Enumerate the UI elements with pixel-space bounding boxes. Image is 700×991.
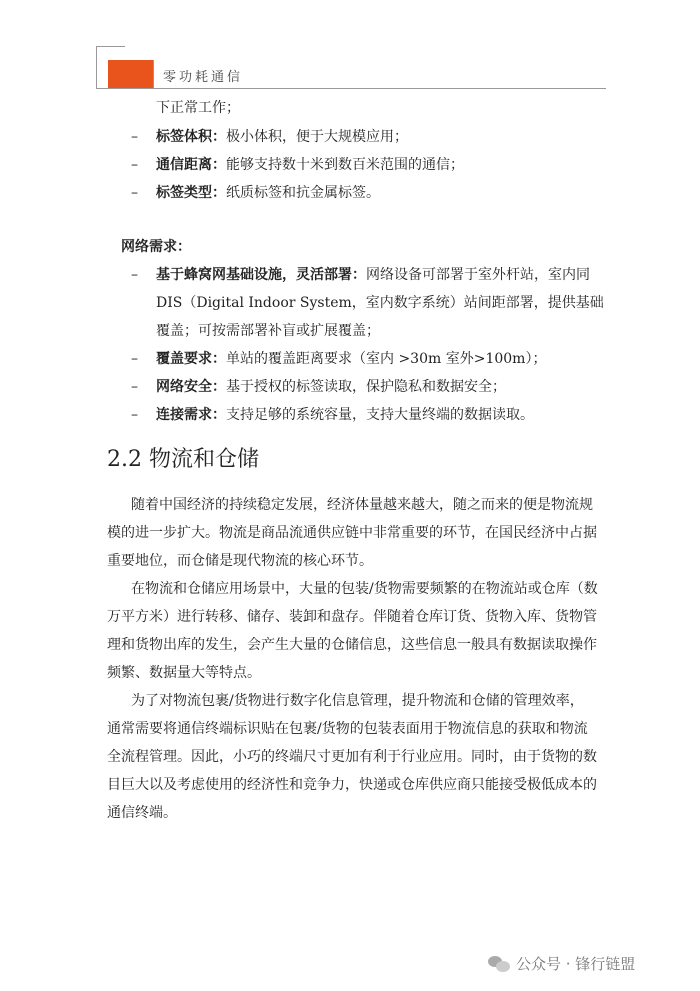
paragraph-line: 频繁、数据量大等特点。 [107, 665, 261, 681]
item-label: 覆盖要求： [156, 351, 226, 367]
continuation-line: 下正常工作； [156, 100, 240, 116]
bullet-dash: – [131, 351, 138, 367]
list-item [156, 265, 590, 285]
paragraph-line: 目巨大以及考虑使用的经济性和竞争力，快递或仓库供应商只能接受极低成本的 [107, 777, 597, 793]
bullet-dash: – [131, 407, 138, 423]
item-label: 网络安全： [156, 379, 226, 395]
watermark [488, 950, 635, 976]
list-item [156, 405, 534, 425]
item-text: 能够支持数十米到数百米范围的通信； [226, 157, 464, 173]
bullet-dash: – [131, 185, 138, 201]
paragraph-line: 模的进一步扩大。物流是商品流通供应链中非常重要的环节，在国民经济中占据 [107, 525, 597, 541]
item-text: 单站的覆盖距离要求（室内 >30m 室外>100m）； [226, 351, 547, 367]
list-item [156, 183, 380, 203]
item-label: 连接需求： [156, 407, 226, 423]
paragraph-line: 全流程管理。因此，小巧的终端尺寸更加有利于行业应用。同时，由于货物的数 [107, 749, 597, 765]
paragraph-line: 理和货物出库的发生，会产生大量的仓储信息，这些信息一般具有数据读取操作 [107, 637, 597, 653]
item-text: 极小体积，便于大规模应用； [226, 129, 408, 145]
item-text: 网络设备可部署于室外杆站，室内同 [366, 267, 590, 283]
continuation-line: DIS（Digital Indoor System，室内数字系统）站间距部署，提供基础 [156, 295, 604, 311]
item-label: 通信距离： [156, 157, 226, 173]
header-rule [96, 88, 606, 89]
item-label: 标签类型： [156, 185, 226, 201]
bullet-dash: – [131, 129, 138, 145]
header-accent-block [108, 60, 153, 89]
paragraph-line: 随着中国经济的持续稳定发展，经济体量越来越大，随之而来的便是物流规 [131, 497, 593, 513]
item-text: 纸质标签和抗金属标签。 [226, 185, 380, 201]
paragraph-line: 通常需要将通信终端标识贴在包裹/货物的包装表面用于物流信息的获取和物流 [107, 721, 588, 737]
watermark-text: 公众号 · 锋行链盟 [516, 954, 636, 973]
bullet-dash: – [131, 157, 138, 173]
paragraph-line: 在物流和仓储应用场景中，大量的包装/货物需要频繁的在物流站或仓库（数 [131, 581, 598, 597]
item-text: 基于授权的标签读取，保护隐私和数据安全； [226, 379, 506, 395]
section-title: 2.2 物流和仓储 [107, 447, 259, 472]
list-item [156, 155, 464, 175]
header-divider-vertical [153, 60, 154, 89]
paragraph-line: 通信终端。 [107, 805, 177, 821]
paragraph-line: 万平方米）进行转移、储存、装卸和盘存。伴随着仓库订货、货物入库、货物管 [107, 609, 597, 625]
continuation-line: 覆盖；可按需部署补盲或扩展覆盖； [156, 323, 380, 339]
header-title: 零功耗通信 [163, 70, 244, 85]
network-heading: 网络需求： [121, 239, 191, 255]
paragraph-line: 为了对物流包裹/货物进行数字化信息管理，提升物流和仓储的管理效率， [131, 693, 584, 709]
wechat-icon [488, 954, 510, 972]
item-text: 支持足够的系统容量，支持大量终端的数据读取。 [226, 407, 534, 423]
list-item [156, 377, 506, 397]
item-label: 标签体积： [156, 129, 226, 145]
bullet-dash: – [131, 379, 138, 395]
item-label: 基于蜂窝网基础设施，灵活部署： [156, 267, 366, 283]
paragraph-line: 重要地位，而仓储是现代物流的核心环节。 [107, 553, 373, 569]
list-item [156, 349, 546, 369]
list-item [156, 127, 408, 147]
bullet-dash: – [131, 267, 138, 283]
